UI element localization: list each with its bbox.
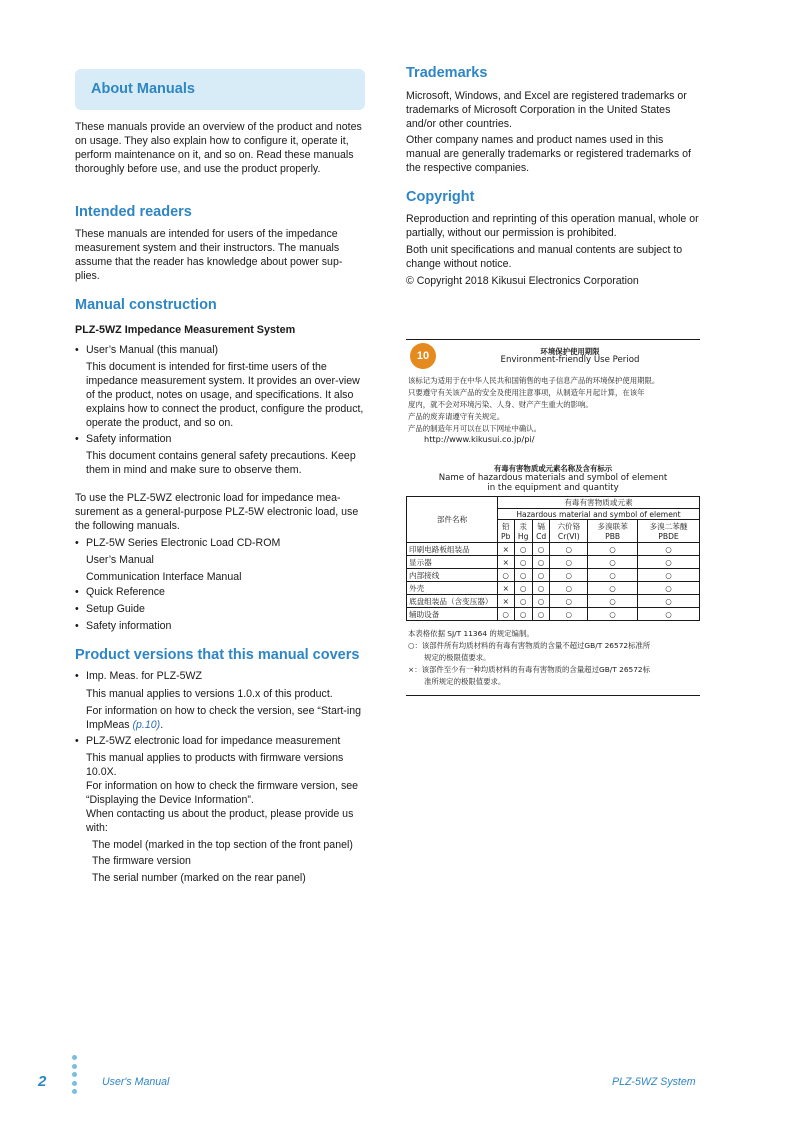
hazard-col-header (514, 520, 532, 543)
construction-list-2 (75, 431, 365, 448)
hazard-cell: × (498, 595, 515, 608)
table-row (407, 608, 700, 621)
version-line: This manual applies to versions 1.0.x of this product. (86, 688, 333, 700)
table-row (407, 595, 700, 608)
footer-product: PLZ-5WZ System (612, 1076, 696, 1088)
about-manuals-banner (75, 69, 365, 110)
about-intro: These manuals provide an overview of the product and notes on usage. They also explain how to configure it, operate it, perform maintenance on it, and so on. Read these manuals thoroughly before use, and use the product properly. (75, 121, 362, 176)
hazard-col-symbol: PBDE (658, 532, 679, 541)
hazard-cell: ○ (588, 608, 638, 621)
hazard-cell: ○ (588, 556, 638, 569)
hazard-cell: × (498, 556, 515, 569)
hazard-cell: × (498, 543, 515, 556)
hazard-col-cn: 多溴联苯 (597, 522, 628, 531)
list-item: • Imp. Meas. for PLZ-5WZ (75, 668, 365, 685)
hazard-col-cn: 汞 (519, 522, 527, 531)
list-item-desc: This document is intended for first-time users of the impedance measurement system. It provides an over-view of the product, notes on usage, and specifications. It also explains how to connect the product, configure the product, operate the product, and so on. (86, 361, 364, 430)
env-title-cn: 环境保护使用期限 (540, 347, 600, 356)
hazard-col-symbol: Pb (501, 532, 511, 541)
part-name: 外壳 (407, 582, 498, 595)
trademarks-p1: Microsoft, Windows, and Excel are registered trademarks or trademarks of Microsoft Corporation in the United States and/or other countries. (406, 90, 687, 131)
list-item: • Safety information (75, 618, 365, 635)
hazard-cell: ○ (588, 543, 638, 556)
col-group-header-en: Hazardous material and symbol of element (498, 509, 700, 520)
hazard-cell: ○ (514, 556, 532, 569)
table-row (407, 569, 700, 582)
hazard-cell: ○ (532, 582, 550, 595)
hazard-table (406, 496, 700, 621)
version-line (86, 704, 366, 732)
hazard-cell: ○ (638, 608, 700, 621)
hazard-note: ○：该部件所有均质材料的有毒有害物质的含量不超过GB/T 26572标准所 (408, 641, 651, 650)
env-text: 产品的废弃请遵守有关规定。 (408, 412, 505, 421)
page-number: 2 (38, 1073, 47, 1090)
hazard-cell: ○ (514, 543, 532, 556)
construction-list-1 (75, 342, 365, 359)
hazard-col-cn: 镉 (537, 522, 545, 531)
hazard-cell: ○ (550, 569, 588, 582)
env-text: 度内，就不会对环境污染、人身、财产产生重大的影响。 (408, 400, 593, 409)
system-subheading: PLZ-5WZ Impedance Measurement System (75, 324, 296, 336)
hazard-note: 准所规定的极限值要求。 (424, 677, 506, 686)
hazard-cell: × (498, 582, 515, 595)
copyright-p3: © Copyright 2018 Kikusui Electronics Corporation (406, 275, 639, 287)
hazard-col-header (498, 520, 515, 543)
construction-list-4 (75, 584, 365, 635)
table-row (407, 582, 700, 595)
construction-para: To use the PLZ-5WZ electronic load for impedance mea-surement as a general-purpose PLZ-5W electronic load, use the following manuals. (75, 492, 359, 533)
hazard-cell: ○ (550, 608, 588, 621)
hazard-cell: ○ (638, 543, 700, 556)
hazard-note: 规定的极限值要求。 (424, 653, 491, 662)
hazard-cell: ○ (550, 543, 588, 556)
hazard-cell: ○ (532, 569, 550, 582)
hazard-cell: ○ (550, 556, 588, 569)
contact-item: The serial number (marked on the rear panel) (92, 872, 306, 884)
part-name: 底盘组装品（含变压器） (407, 595, 498, 608)
hazard-cell: ○ (638, 582, 700, 595)
hazard-col-symbol: Hg (517, 532, 529, 541)
hazard-col-header (638, 520, 700, 543)
part-name: 印刷电路板组装品 (407, 543, 498, 556)
hazard-cell: ○ (588, 595, 638, 608)
hazard-title-en-1: Name of hazardous materials and symbol of element (438, 473, 668, 483)
hazard-cell: ○ (498, 569, 515, 582)
versions-list-1 (75, 668, 365, 685)
contact-item: The model (marked in the top section of the front panel) (92, 839, 353, 851)
table-row (407, 556, 700, 569)
part-name: 辅助设备 (407, 608, 498, 621)
hazard-note: 本表格依据 SJ/T 11364 的规定编制。 (408, 629, 534, 638)
hazard-col-header (532, 520, 550, 543)
col-part-header: 部件名称 (407, 497, 498, 543)
hazard-col-cn: 六价铬 (557, 522, 581, 531)
product-versions-heading: Product versions that this manual covers (75, 647, 360, 663)
footer-manual-title: User's Manual (102, 1076, 170, 1088)
table-row (407, 543, 700, 556)
list-item: • Safety information (75, 431, 365, 448)
list-item-desc: This document contains general safety precautions. Keep them in mind and make sure to observe them. (86, 450, 356, 477)
hazard-cell: ○ (514, 582, 532, 595)
hazard-col-header (588, 520, 638, 543)
trademarks-heading: Trademarks (406, 65, 488, 81)
version-line: For information on how to check the firmware version, see “Displaying the Device Information”. (86, 780, 359, 807)
list-item: • Setup Guide (75, 601, 365, 618)
list-subitem: Communication Interface Manual (86, 571, 242, 583)
list-item: • Quick Reference (75, 584, 365, 601)
hazard-cell: ○ (532, 608, 550, 621)
hazard-cell: ○ (638, 556, 700, 569)
hazard-cell: ○ (588, 569, 638, 582)
page-link[interactable]: (p.10) (132, 719, 161, 732)
hazard-cell: ○ (550, 595, 588, 608)
list-item: • User’s Manual (this manual) (75, 342, 365, 359)
about-manuals-heading: About Manuals (91, 81, 195, 97)
manual-construction-heading: Manual construction (75, 297, 217, 313)
intended-readers-heading: Intended readers (75, 204, 192, 220)
env-text: 产品的制造年月可以在以下网址中确认。 (408, 424, 542, 433)
hazard-title-en-2: in the equipment and quantity (487, 483, 619, 493)
contact-item: The firmware version (92, 855, 191, 867)
hazard-col-symbol: Cr(VI) (557, 532, 580, 541)
copyright-heading: Copyright (406, 189, 475, 205)
divider (406, 339, 700, 340)
hazard-col-symbol: PBB (605, 532, 621, 541)
hazard-cell: ○ (532, 543, 550, 556)
list-subitem: User’s Manual (86, 554, 154, 566)
eco-period-logo-icon: 10 (410, 343, 436, 369)
env-text: 只要遵守有关该产品的安全及使用注意事项，从制造年月起计算，在该年 (408, 388, 645, 397)
part-name: 内部接线 (407, 569, 498, 582)
hazard-cell: ○ (514, 595, 532, 608)
hazard-col-cn: 多溴二苯醚 (649, 522, 688, 531)
hazard-col-cn: 铅 (501, 522, 510, 531)
part-name: 显示器 (407, 556, 498, 569)
hazard-col-header (550, 520, 588, 543)
hazard-title-cn: 有毒有害物质或元素名称及含有标示 (493, 464, 613, 473)
construction-list-3 (75, 535, 365, 552)
hazard-cell: ○ (498, 608, 515, 621)
env-url[interactable]: http://www.kikusui.co.jp/pi/ (424, 434, 535, 444)
list-item: • PLZ-5W Series Electronic Load CD-ROM (75, 535, 365, 552)
hazard-cell: ○ (532, 556, 550, 569)
hazard-col-symbol: Cd (536, 532, 547, 541)
hazard-cell: ○ (638, 595, 700, 608)
col-group-header-cn: 有毒有害物质或元素 (498, 497, 700, 509)
hazard-cell: ○ (514, 608, 532, 621)
divider (406, 695, 700, 696)
hazard-cell: ○ (638, 569, 700, 582)
copyright-p1: Reproduction and reprinting of this operation manual, whole or partially, without our permission is prohibited. (406, 213, 699, 240)
env-text: 该标记为适用于在中华人民共和国销售的电子信息产品的环境保护使用期限。 (408, 376, 660, 385)
hazard-cell: ○ (532, 595, 550, 608)
intended-readers-text: These manuals are intended for users of the impedance measurement system and their instructors. The manuals assume that the reader has knowledge about power sup-plies. (75, 228, 343, 283)
hazard-cell: ○ (514, 569, 532, 582)
env-title-en: Environment-friendly Use Period (500, 355, 640, 365)
version-line-text: For information on how to check the version, see “Start-ing ImpMeas (86, 705, 361, 732)
trademarks-p2: Other company names and product names used in this manual are generally trademarks or registered trademarks of the respective companies. (406, 134, 691, 175)
copyright-p2: Both unit specifications and manual contents are subject to change without notice. (406, 244, 683, 271)
hazard-cell: ○ (550, 582, 588, 595)
footer-dots (72, 1055, 78, 1098)
hazard-note: ×：该部件至少有一种均质材料的有毒有害物质的含量超过GB/T 26572标 (408, 665, 651, 674)
hazard-cell: ○ (588, 582, 638, 595)
version-line: When contacting us about the product, please provide us with: (86, 808, 354, 835)
version-line: This manual applies to products with firmware versions 10.0X. (86, 752, 344, 779)
version-line-end: . (160, 719, 164, 732)
versions-list-2 (75, 733, 365, 750)
list-item: • PLZ-5WZ electronic load for impedance measurement (75, 733, 365, 750)
